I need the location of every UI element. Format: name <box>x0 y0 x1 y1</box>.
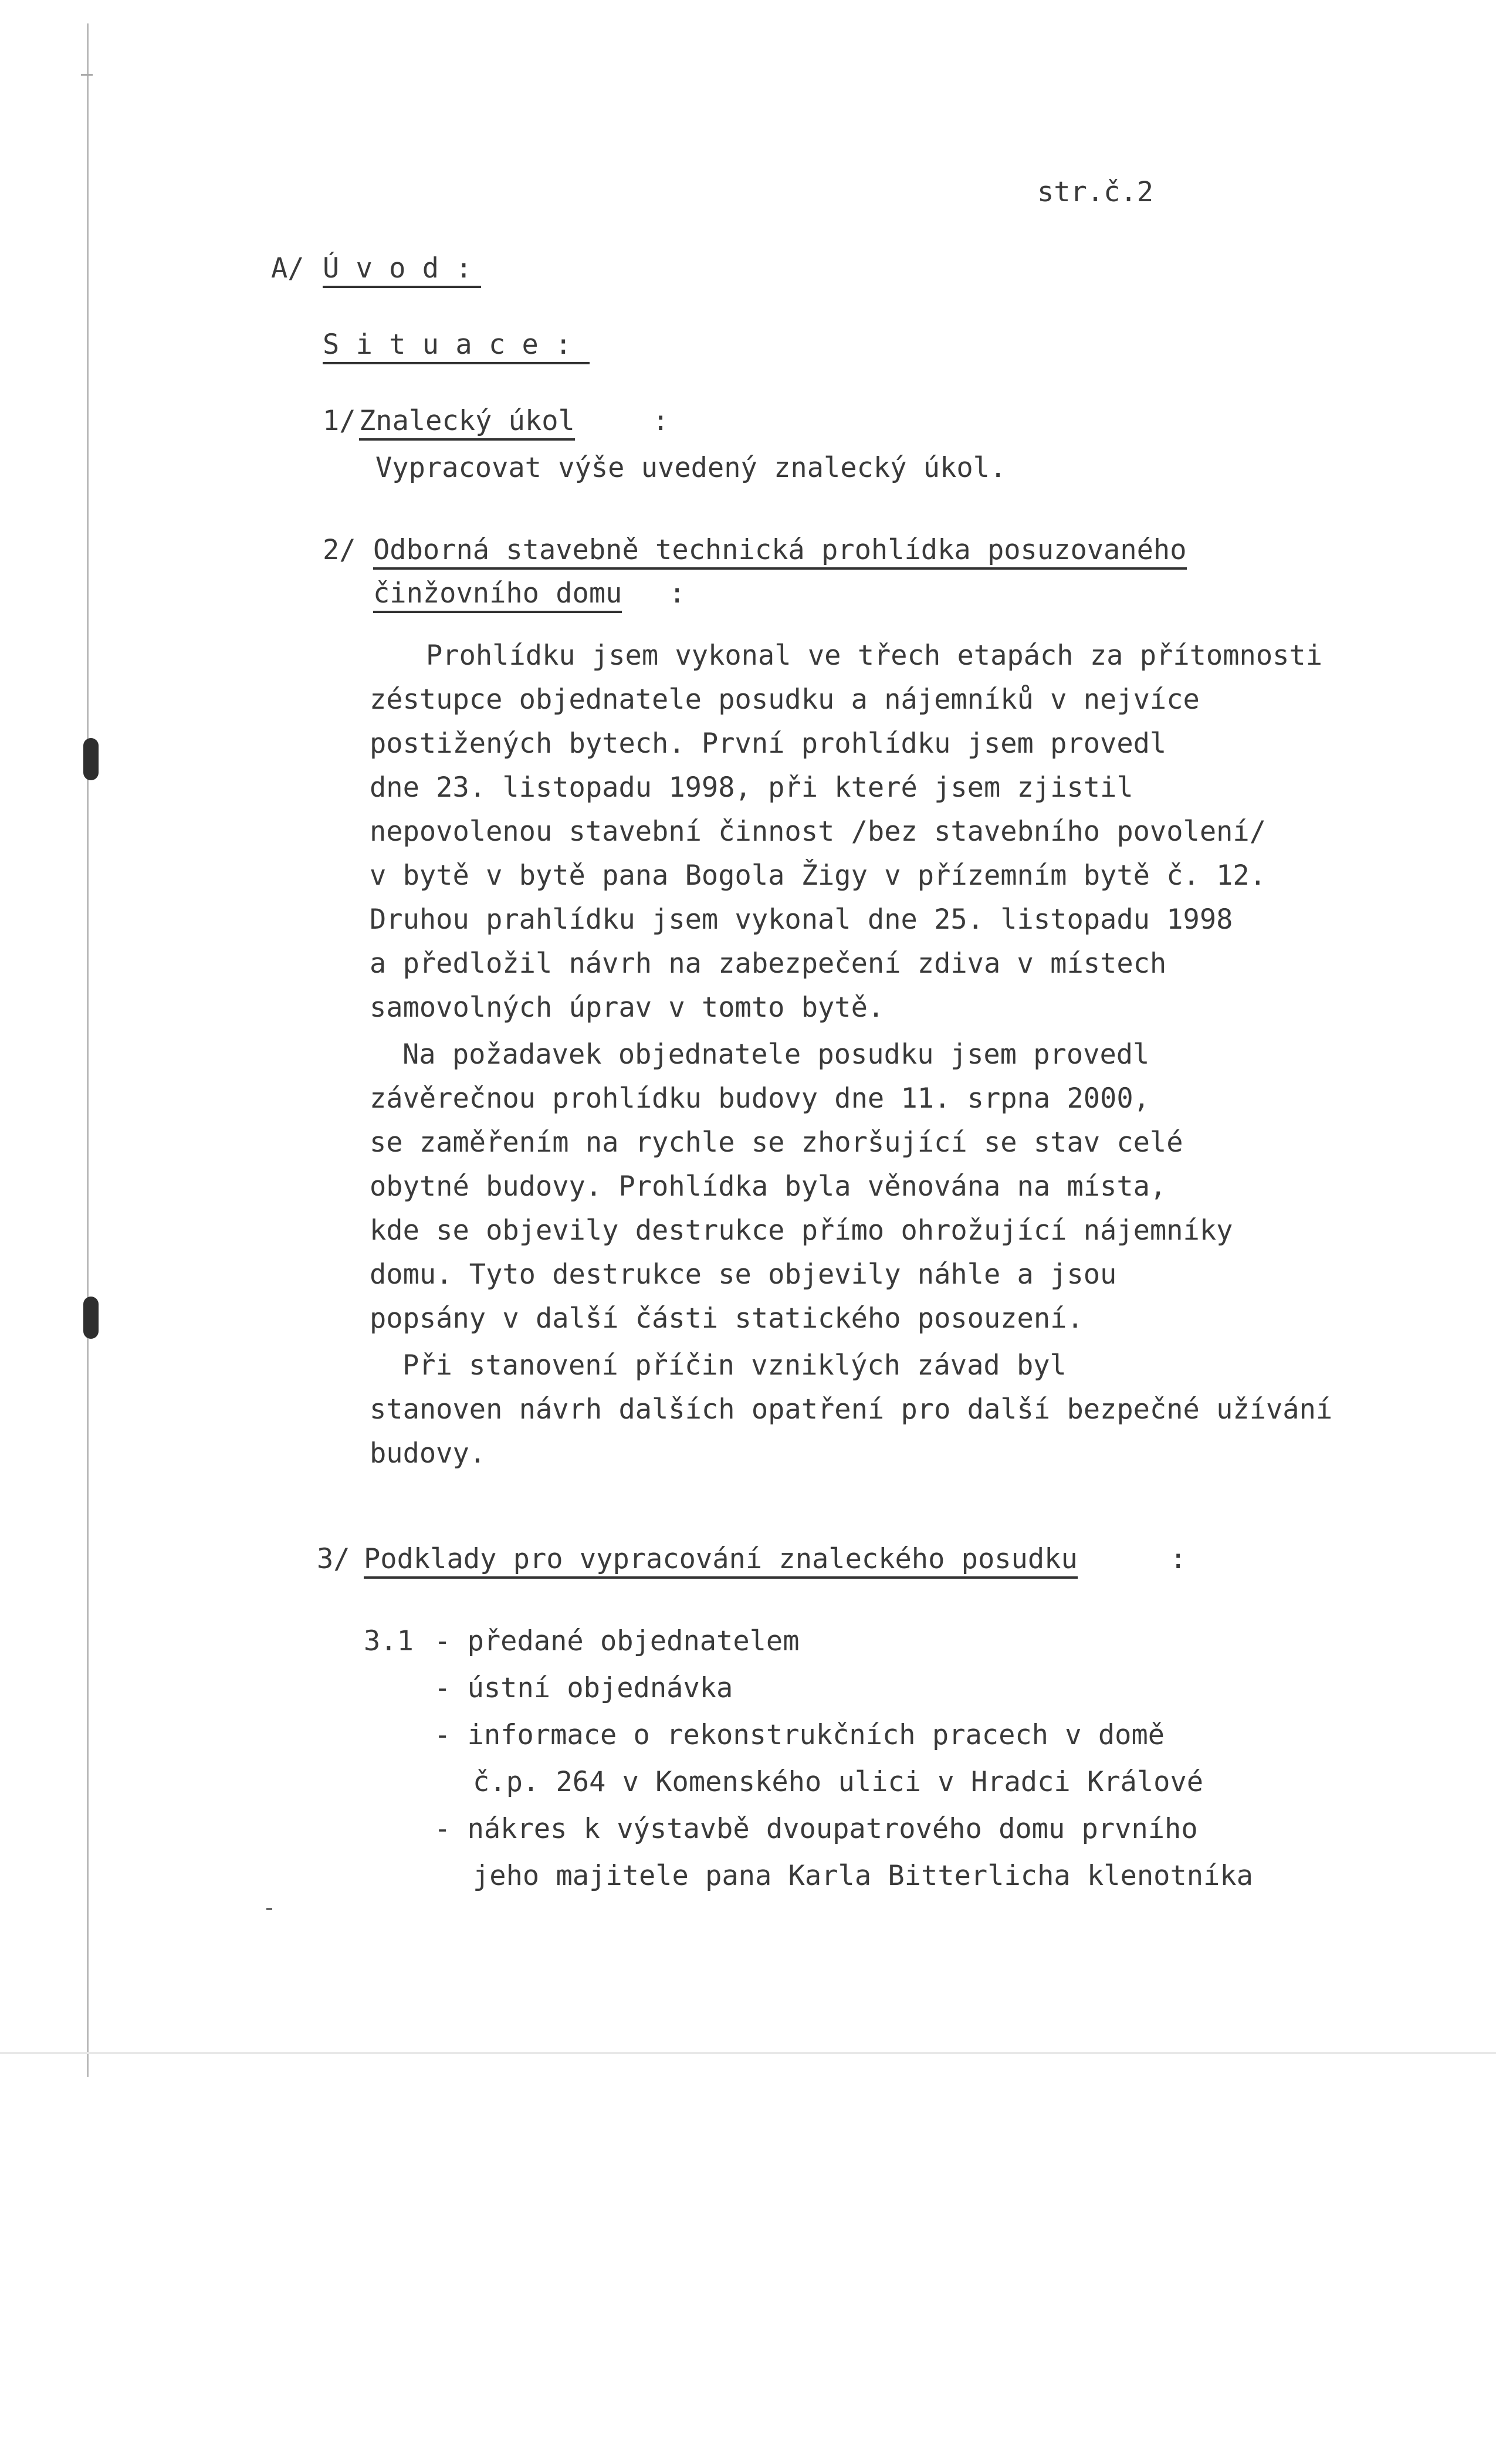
page-number: str.č.2 <box>1037 176 1154 208</box>
section-2-line: kde se objevily destrukce přímo ohrožující nájemníky <box>370 1214 1233 1247</box>
margin-mark <box>81 74 93 76</box>
section-3-list-item: - nákres k výstavbě dvoupatrového domu prvního <box>434 1813 1198 1845</box>
section-3-list-item: - informace o rekonstrukčních pracech v domě <box>434 1719 1165 1751</box>
section-2-line: budovy. <box>370 1437 486 1470</box>
section-2-line: postižených bytech. První prohlídku jsem provedl <box>370 727 1167 760</box>
section-2-line: Druhou prahlídku jsem vykonal dne 25. listopadu 1998 <box>370 903 1233 936</box>
section-2-line: Prohlídku jsem vykonal ve třech etapách za přítomnosti <box>426 639 1323 672</box>
section-2-line: Na požadavek objednatele posudku jsem provedl <box>402 1038 1150 1071</box>
heading-prefix: A/ <box>271 252 304 285</box>
section-1-title: Znalecký úkol <box>359 407 575 441</box>
section-2-line: stanoven návrh dalších opatření pro další bezpečné užívání <box>370 1393 1333 1426</box>
section-2-number: 2/ <box>323 534 356 566</box>
section-2-line: Při stanovení příčin vzniklých závad byl <box>402 1349 1067 1382</box>
page-edge-line <box>0 2052 1496 2054</box>
section-2-line: závěrečnou prohlídku budovy dne 11. srpna 2000, <box>370 1082 1150 1115</box>
section-2-line: dne 23. listopadu 1998, při které jsem zjistil <box>370 771 1133 804</box>
section-2-line: zéstupce objednatele posudku a nájemníků v nejvíce <box>370 683 1200 716</box>
section-1-number: 1/ <box>323 405 356 437</box>
punch-hole-top <box>83 738 99 780</box>
section-1-colon: : <box>652 405 669 437</box>
section-2-title-line-1: Odborná stavebně technická prohlídka posuzovaného <box>373 536 1187 570</box>
section-3-list-item: jeho majitele pana Karla Bitterlicha klenotníka <box>473 1860 1253 1892</box>
section-2-line: popsány v další části statického posouzení. <box>370 1302 1084 1335</box>
section-3-list-item: - ústní objednávka <box>434 1672 733 1704</box>
section-2-colon: : <box>669 577 686 610</box>
section-3-list-item: - předané objednatelem <box>434 1625 800 1657</box>
ink-speck <box>266 1908 272 1910</box>
section-2-line: obytné budovy. Prohlídka byla věnována na místa, <box>370 1170 1167 1203</box>
punch-hole-bottom <box>83 1297 99 1339</box>
section-3-colon: : <box>1170 1543 1187 1575</box>
left-margin-line <box>87 23 89 2077</box>
section-2-line: nepovolenou stavební činnost /bez stavebního povolení/ <box>370 815 1267 848</box>
heading-colon: : <box>455 252 472 285</box>
situace-heading: S i t u a c e : <box>323 331 590 364</box>
section-2-title-line-2: činžovního domu <box>373 580 622 613</box>
section-2-line: a předložil návrh na zabezpečení zdiva v místech <box>370 947 1167 980</box>
section-3-1-number: 3.1 <box>364 1625 414 1657</box>
section-2-line: se zaměřením na rychle se zhoršující se stav celé <box>370 1126 1183 1159</box>
section-2-line: domu. Tyto destrukce se objevily náhle a jsou <box>370 1258 1117 1291</box>
heading-title-text: Ú v o d <box>323 252 439 285</box>
section-3-list-item: č.p. 264 v Komenského ulici v Hradci Králové <box>473 1766 1204 1798</box>
section-3-title: Podklady pro vypracování znaleckého posudku <box>364 1545 1078 1579</box>
section-1-text: Vypracovat výše uvedený znalecký úkol. <box>375 452 1007 484</box>
section-2-line: v bytě v bytě pana Bogola Žigy v přízemním bytě č. 12. <box>370 859 1267 892</box>
heading-title <box>323 252 481 288</box>
section-3-number: 3/ <box>317 1543 350 1575</box>
section-2-line: samovolných úprav v tomto bytě. <box>370 991 885 1024</box>
